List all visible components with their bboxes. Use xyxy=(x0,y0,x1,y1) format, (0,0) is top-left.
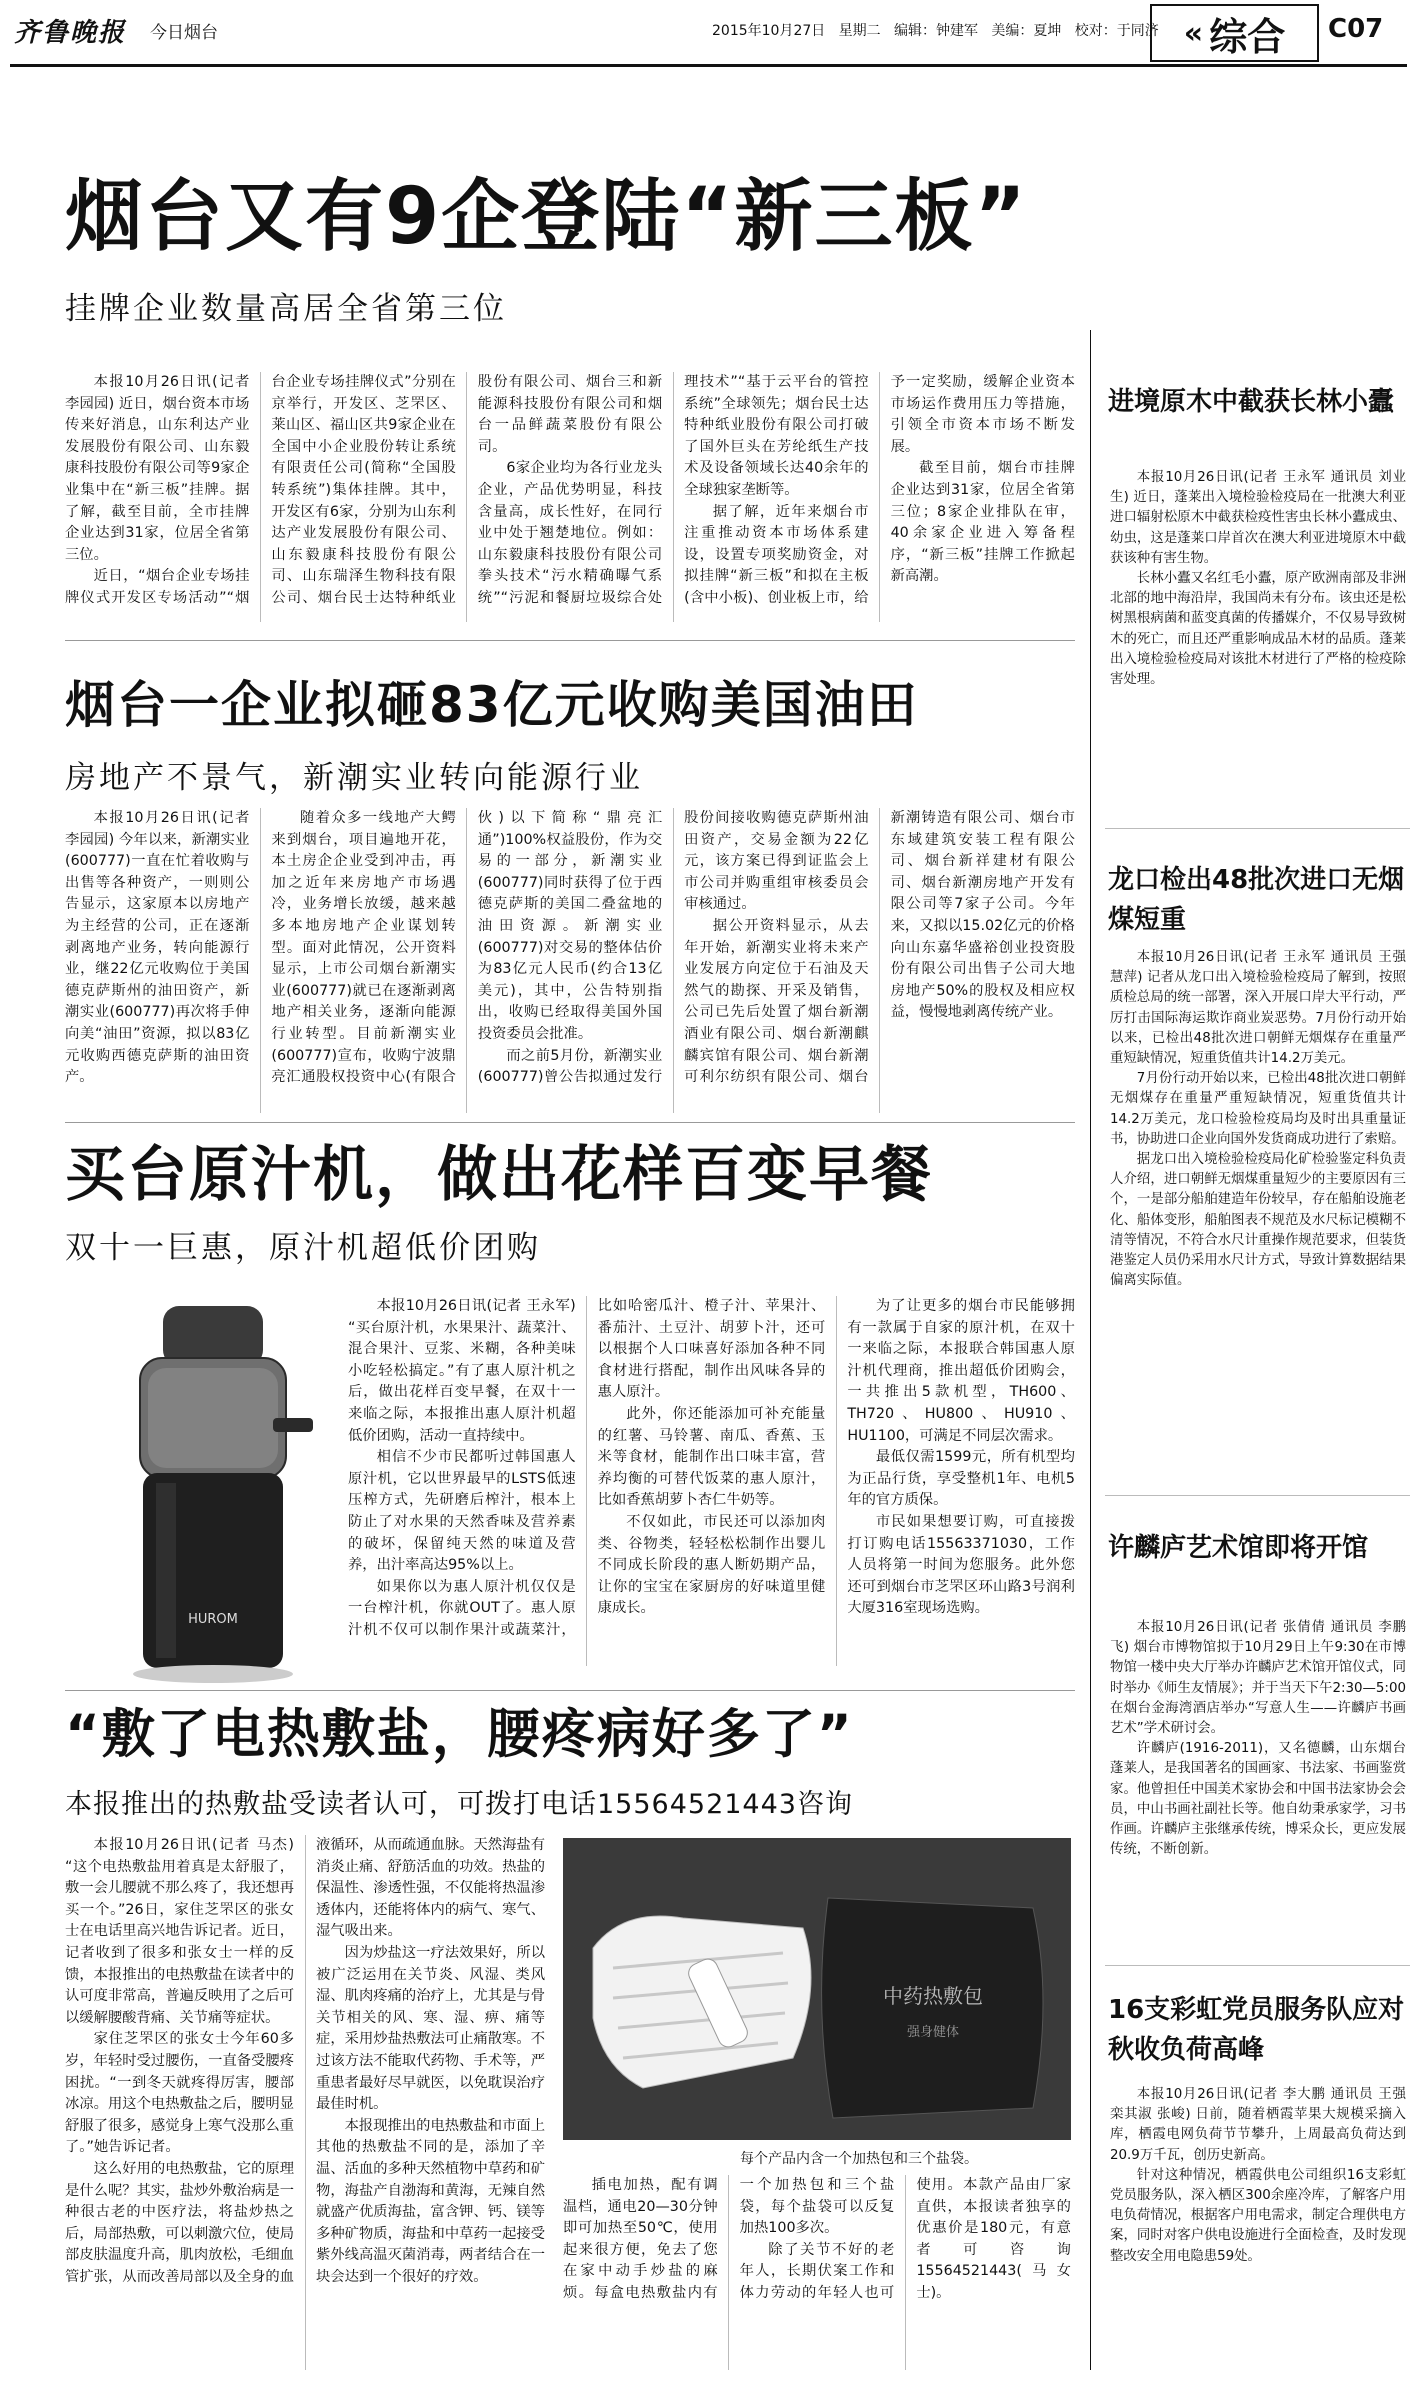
page-number: C07 xyxy=(1328,14,1384,44)
juicer-shadow xyxy=(133,1665,293,1683)
a1-para: 据了解，近年来烟台市注重推动资本市场体系建设，设置专项奖励资金，对拟挂牌“新三板”和拟在主板(含中小板)、创业板上市，给予一定奖励，缓解企业资本市场运作费用压力等措施，引领全市资本市场不断发展。 xyxy=(684,374,1075,606)
a1-para: 近日，“烟台企业专场挂牌仪式开发区专场活动”“烟台企业专场挂牌仪式”分别在京举行，开发区、芝罘区、莱山区、福山区共9家企业在全国中小企业股份转让系统有限责任公司(简称“全国股转系统”)集体挂牌。其中，开发区有6家，分别为山东利达产业发展股份有限公司、山东毅康科技股份有限公司、山东瑞泽生物科技有限公司、烟台民士达特种纸业股份有限公司、烟台三和新能源科技股份有限公司和烟台一品鲜蔬菜股份有限公司。 xyxy=(65,374,663,606)
a2-headline: 烟台一企业拟砸83亿元收购美国油田 xyxy=(65,676,919,734)
side3-para: 许麟庐(1916-2011)，又名德麟，山东烟台蓬莱人，是我国著名的国画家、书法家、书画鉴赏家。他曾担任中国美术家协会和中国书法家协会会员，中山书画社副社长等。他自幼秉承家学，习书作画。许麟庐主张继承传统，博采众长，更应发展传统，不断创新。 xyxy=(1110,1741,1406,1858)
divider xyxy=(65,1122,1075,1123)
a3-para: 本报10月26日讯(记者 王永军) “买台原汁机，水果果汁、蔬菜汁、混合果汁、豆浆、米糊，各种美味小吃轻松搞定。”有了惠人原汁机之后，做出花样百变早餐，在双十一来临之际，本报推出惠人原汁机超低价团购，活动一直持续中。 xyxy=(348,1298,576,1444)
photo-caption: 每个产品内含一个加热包和三个盐袋。 xyxy=(740,2151,978,2167)
section-name: 综合 xyxy=(1209,14,1286,59)
side4-para: 本报10月26日讯(记者 李大鹏 通讯员 王强 栾其淑 张峻) 日前，随着栖霞苹果大规模采摘入库，栖霞电网负荷节节攀升，上周最高负荷达到20.9万千瓦，创历史新高。 xyxy=(1110,2087,1406,2163)
side2-para: 本报10月26日讯(记者 王永军 通讯员 王强 慧萍) 记者从龙口出入境检验检疫局了解到，按照质检总局的统一部署，深入开展口岸大平行动，严厉打击国际海运欺诈商业炭恶势。7月份行动开始以来，已检出48批次进口朝鲜无烟煤存在重量严重短缺情况，短重货值共计14.2万美元。 xyxy=(1110,950,1406,1067)
side1-para: 本报10月26日讯(记者 王永军 通讯员 刘业生) 近日，蓬莱出入境检验检疫局在一批澳大利亚进口辐射松原木中截获检疫性害虫长林小蠹成虫、幼虫，这是蓬莱口岸首次在澳大利亚进境原木中截获该种有害生物。 xyxy=(1110,470,1406,566)
bag-label: 中药热敷包 xyxy=(883,1984,983,2008)
juicer-bowl-shine xyxy=(148,1368,278,1468)
juicer-body-shine xyxy=(156,1483,176,1658)
a2-para: 本报10月26日讯(记者 李园园) 今年以来，新潮实业(600777)一直在忙着收购与出售等各种资产，一则则公告显示，这家原本以房地产为主经营的公司，正在逐渐剥离地产业务，转向能源行业，继22亿元收购位于美国德克萨斯州的油田资产，新潮实业(600777)再次将手伸向美“油田”资源，拟以83亿元收购西德克萨斯的油田资产。 xyxy=(65,810,250,1086)
juicer-spout xyxy=(273,1418,313,1432)
side2-para: 据龙口出入境检验检疫局化矿检验鉴定科负责人介绍，进口朝鲜无烟煤重量短少的主要原因有三个，一是部分船舶建造年份较早，存在船舶设施老化、船体变形，船舶图表不规范及水尺标记模糊不清等情况，不符合水尺计重操作规范要求，但装货港鉴定人员仍采用水尺计方式，导致计算数据结果偏离实际值。 xyxy=(1110,1152,1406,1289)
a3-para: 为了让更多的烟台市民能够拥有一款属于自家的原汁机，在双十一来临之际，本报联合韩国惠人原汁机代理商，推出超低价团购会，一共推出5款机型，TH600、TH720、HU800、HU910、HU1100，可满足不同层次需求。 xyxy=(847,1298,1075,1444)
page-header xyxy=(0,0,1417,60)
editor: 编辑：钟建军 xyxy=(893,23,978,39)
a4-subhead: 本报推出的热敷盐受读者认可，可拨打电话15564521443咨询 xyxy=(65,1789,853,1820)
side3-title: 许麟庐艺术馆即将开馆 xyxy=(1108,1533,1369,1563)
juicer-image xyxy=(88,1298,338,1688)
side4-para: 针对这种情况，栖霞供电公司组织16支彩虹党员服务队，深入栖区300余座冷库，了解客户用电负荷情况，根据客户用电需求，制定合理供电方案，同时对客户供电设施进行全面检查，及时发现整改安全用电隐患59处。 xyxy=(1110,2167,1406,2264)
divider xyxy=(1105,1495,1410,1496)
a3-para: 如果你以为惠人原汁机仅仅是一台榨汁机，你就OUT了。惠人原汁机不仅可以制作果汁或蔬菜汁，比如哈密瓜汁、橙子汁、苹果汁、番茄汁、土豆汁、胡萝卜汁，还可以根据个人口味喜好添加各种不同食材进行搭配，制作出风味各异的惠人原汁。 xyxy=(348,1298,826,1638)
a1-para: 6家企业均为各行业龙头企业，产品优势明显，科技含量高，成长性好，在同行业中处于翘楚地位。例如：山东毅康科技股份有限公司拳头技术“污水精确曝气系统”“污泥和餐厨垃圾综合处理技术”“基于云平台的管控系统”全球领先；烟台民士达特种纸业股份有限公司打破了国外巨头在芳纶纸生产技术及设备领域长达40余年的全球独家垄断等。 xyxy=(477,374,869,606)
a1-subhead: 挂牌企业数量高居全省第三位 xyxy=(65,291,507,327)
bag-sublabel: 强身健体 xyxy=(906,2025,960,2040)
side1-title: 进境原木中截获长林小蠹 xyxy=(1108,387,1395,417)
divider xyxy=(65,1690,1075,1691)
a4-para: 因为炒盐这一疗法效果好，所以被广泛运用在关节炎、风湿、类风湿、肌肉疼痛的治疗上，尤其是与骨关节相关的风、寒、湿、痹、痛等症，采用炒盐热敷法可止痛散寒。不过该方法不能取代药物、手术等，严重患者最好尽早就医，以免耽误治疗最佳时机。 xyxy=(316,1944,545,2113)
side1-body xyxy=(1110,468,1406,818)
a4-para: 本报10月26日讯(记者 马杰) “这个电热敷盐用着真是太舒服了，敷一会儿腰就不那么疼了，我还想再买一个。”26日，家住芝罘区的张女士在电话里高兴地告诉记者。近日，记者收到了很多和张女士一样的反馈，本报推出的电热敷盐在读者中的认可度非常高，普遍反映用了之后可以缓解腰酸背痛、关节痛等症状。 xyxy=(65,1837,294,2026)
a3-para: 此外，你还能添加可补充能量的红薯、马铃薯、南瓜、香蕉、玉米等食材，能制作出口味丰富，营养均衡的可替代饭菜的惠人原汁，比如香蕉胡萝卜杏仁牛奶等。 xyxy=(597,1405,826,1509)
a3-body xyxy=(348,1296,1075,1666)
side1-para: 长林小蠹又名红毛小蠹，原产欧洲南部及非洲北部的地中海沿岸，我国尚未有分布。该虫还是松树黑根病菌和蓝变真菌的传播媒介，不仅易导致树木的死亡，而且还严重影响成品木材的品质。蓬莱出入境检验检疫局对该批木材进行了严格的检疫除害处理。 xyxy=(1110,571,1406,688)
side4-title: 16支彩虹党员服务队应对秋收负荷高峰 xyxy=(1108,1995,1405,2065)
juicer-brand: HUROM xyxy=(188,1612,238,1627)
header-meta xyxy=(712,20,1159,40)
a4-body-right xyxy=(563,2175,1071,2370)
a4-para: 这么好用的电热敷盐，它的原理是什么呢？其实，盐炒外敷治病是一种很古老的中医疗法，将盐炒热之后，局部热敷，可以刺激穴位，使局部皮肤温度升高，肌肉放松，毛细血管扩张，从而改善局部以及全身的血液循环，从而疏通血脉。天然海盐有消炎止痛、舒筋活血的功效。热盐的保温性、渗透性强，不仅能将热温渗透体内，还能将体内的病气、寒气、湿气吸出来。 xyxy=(65,1837,545,2285)
a2-para: 随着众多一线地产大鳄来到烟台，项目遍地开花，本土房企企业受到冲击，再加之近年来房地产市场遇冷，业务增长放缓，越来越多本地房地产企业谋划转型。面对此情况，公开资料显示，上市公司烟台新潮实业(600777)就已在逐渐剥离地产相关业务，逐渐向能源行业转型。目前新潮实业(600777)宣布，收购宁波鼎亮汇通股权投资中心(有限合伙)以下简称“鼎亮汇通”)100%权益股份，作为交易的一部分，新潮实业(600777)同时获得了位于西德克萨斯的美国二叠盆地的油田资源。新潮实业(600777)对交易的整体估价为83亿元人民币(约合13亿美元)，其中，公告特别指出，收购已经取得美国外国投资委员会批准。 xyxy=(271,810,663,1086)
a1-headline: 烟台又有9企登陆“新三板” xyxy=(65,172,1028,262)
a1-body xyxy=(65,372,1075,622)
masthead: 齐鲁晚报 xyxy=(14,18,127,48)
a2-body xyxy=(65,808,1075,1113)
a3-para: 最低仅需1599元，所有机型均为正品行货，享受整机1年、电机5年的官方质保。 xyxy=(847,1449,1075,1509)
a4-para: 除了关节不好的老年人，长期伏案工作和体力劳动的年轻人也可使用。本款产品由厂家直供，本报读者独享的优惠价是180元，有意者可咨询15564521443(马女士)。 xyxy=(739,2177,1071,2301)
proofreader: 校对：于同济 xyxy=(1074,23,1159,39)
a3-para: 不仅如此，市民还可以添加肉类、谷物类，轻轻松松制作出婴儿不同成长阶段的惠人断奶期产品，让你的宝宝在家厨房的好味道里健康成长。 xyxy=(597,1513,826,1617)
a3-para: 相信不少市民都听过韩国惠人原汁机，它以世界最早的LSTS低速压榨方式，先研磨后榨汁，根本上防止了对水果的天然香味及营养素的破坏，保留纯天然的味道及营养，出汁率高达95%以上。 xyxy=(348,1449,576,1574)
a3-subhead: 双十一巨惠，原汁机超低价团购 xyxy=(65,1230,541,1266)
a2-para: 据公开资料显示，从去年开始，新潮实业将未来产业发展方向定位于石油及天然气的勘探、开采及销售，公司已先后处置了烟台新潮酒业有限公司、烟台新潮麒麟宾馆有限公司、烟台新潮可利尔纺织有限公司、烟台新潮铸造有限公司、烟台市东域建筑安装工程有限公司、烟台新祥建材有限公司、烟台新潮房地产开发有限公司等7家子公司。今年来，又拟以15.02亿元的价格向山东嘉华盛裕创业投资股份有限公司出售子公司大地房地产50%的股权及相应权益，慢慢地剥离传统产业。 xyxy=(684,810,1075,1086)
side2-body xyxy=(1110,948,1406,1488)
heat-salt-photo xyxy=(563,1838,1071,2140)
storage-bag xyxy=(822,1898,1043,2118)
date: 2015年10月27日 xyxy=(712,23,826,39)
side4-body xyxy=(1110,2085,1406,2370)
side3-para: 本报10月26日讯(记者 张倩倩 通讯员 李鹏飞) 烟台市博物馆拟于10月29日上午9:30在市博物馆一楼中央大厅举办许麟庐艺术馆开馆仪式，同时举办《师生友情展》；并于当天下午2:30—5:00在烟台金海湾酒店举办“写意人生——许麟庐书画艺术”学术研讨会。 xyxy=(1110,1620,1406,1737)
divider xyxy=(65,640,1075,641)
a2-subhead: 房地产不景气，新潮实业转向能源行业 xyxy=(65,760,643,796)
a4-para: 本报现推出的电热敷盐和市面上其他的热敷盐不同的是，添加了辛温、活血的多种天然植物中草药和矿物，海盐产自渤海和黄海，无辣自然就盛产优质海盐，富含钾、钙、镁等多种矿物质，海盐和中草药一起接受紫外线高温灭菌消毒，两者结合在一块会达到一个很好的疗效。 xyxy=(316,2117,545,2285)
section-box xyxy=(1150,4,1319,62)
a2-para: 而之前5月份，新潮实业(600777)曾公告拟通过发行股份间接收购德克萨斯州油田资产，交易金额为22亿元，该方案已得到证监会上市公司并购重组审核委员会审核通过。 xyxy=(477,810,869,1086)
a3-para: 市民如果想要订购，可直接拨打订购电话15563371030，工作人员将第一时间为您服务。此外您还可到烟台市芝罘区环山路3号润利大厦316室现场选购。 xyxy=(847,1513,1075,1617)
weekday: 星期二 xyxy=(838,23,881,39)
edition-label: 今日烟台 xyxy=(150,23,218,43)
art-editor: 美编：夏坤 xyxy=(991,23,1062,39)
side3-body xyxy=(1110,1618,1406,1958)
a1-para: 截至目前，烟台市挂牌企业达到31家，位居全省第三位；8家企业排队在审，40余家企业进入筹备程序，“新三板”挂牌工作掀起新高潮。 xyxy=(890,460,1075,585)
a1-para: 本报10月26日讯(记者 李园园) 近日，烟台资本市场传来好消息，山东利达产业发展股份有限公司、山东毅康科技股份有限公司等9家企业集中在“新三板”挂牌。据了解，截至目前，全市挂牌企业达到31家，位居全省第三位。 xyxy=(65,374,250,563)
a4-para: 插电加热，配有调温档，通电20—30分钟即可加热至50℃，使用起来很方便，免去了您在家中动手炒盐的麻烦。每盒电热敷盐内有一个加热包和三个盐袋，每个盐袋可以反复加热100多次。 xyxy=(563,2177,895,2301)
divider xyxy=(1105,828,1410,829)
a3-headline: 买台原汁机，做出花样百变早餐 xyxy=(65,1140,933,1210)
a4-para: 家住芝罘区的张女士今年60多岁，年轻时受过腰伤，一直备受腰疼困扰。“一到冬天就疼得厉害，腰部冰凉。用这个电热敷盐之后，腰明显舒服了很多，感觉身上寒气没那么重了。”她告诉记者。 xyxy=(65,2031,294,2156)
chevron-left-icon: « xyxy=(1183,15,1204,51)
side2-para: 7月份行动开始以来，已检出48批次进口朝鲜无烟煤存在重量严重短缺情况，短重货值共计14.2万美元，龙口检验检疫局均及时出具重量证书，协助进口企业向国外发货商成功进行了索赔。 xyxy=(1110,1071,1406,1147)
a4-body-left xyxy=(65,1835,545,2370)
a4-headline: “敷了电热敷盐，腰疼病好多了” xyxy=(65,1704,854,1765)
column-divider xyxy=(1090,330,1091,2370)
divider xyxy=(1105,1965,1410,1966)
header-rule xyxy=(10,64,1407,67)
side2-title: 龙口检出48批次进口无烟煤短重 xyxy=(1108,865,1405,935)
